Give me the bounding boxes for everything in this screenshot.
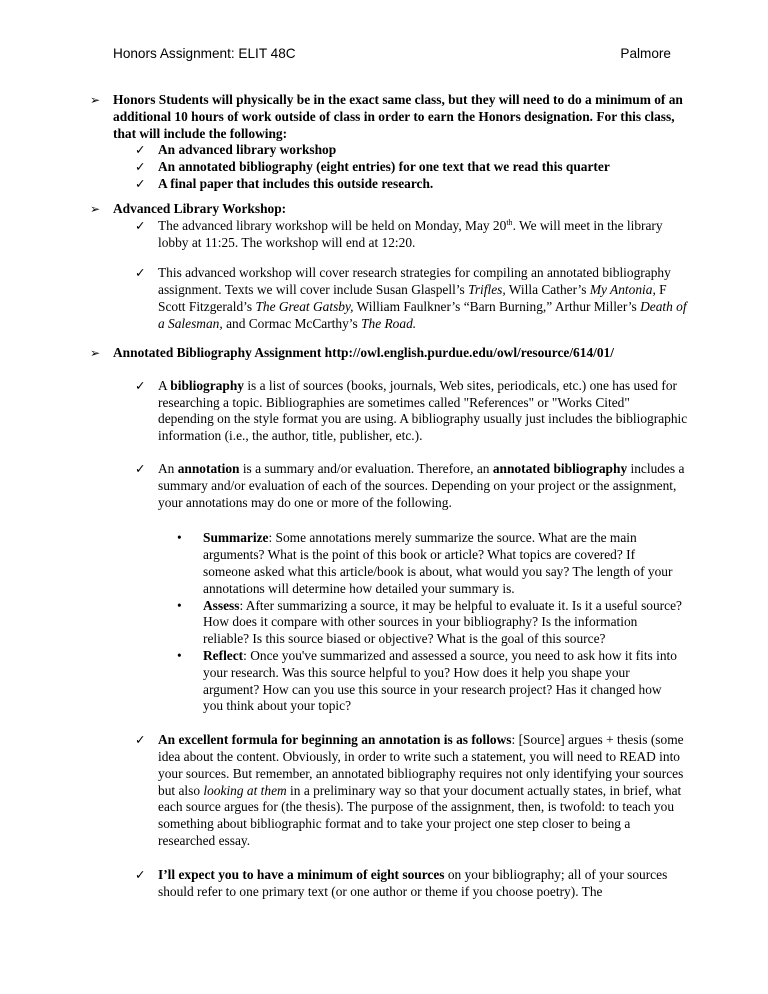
section-annotated-bibliography xyxy=(90,345,690,900)
checkmark-icon: ✓ xyxy=(135,266,146,281)
list-item xyxy=(177,530,690,597)
list-item xyxy=(135,867,690,901)
dot-bullet-icon: • xyxy=(177,647,182,663)
list-item xyxy=(135,732,690,850)
arrow-bullet-icon: ➢ xyxy=(90,93,101,107)
list-item-text: This advanced workshop will cover research strategies for compiling an annotated bibliography assignment. Texts we will cover include Susan Glaspell’s Trifles, Willa Cather’s My Antonia, F Scott Fitzgerald’s The Great Gatsby, William Faulkner’s “Barn Burning,” Arthur Miller’s Death of a Salesman, and Cormac McCarthy’s The Road. xyxy=(158,265,687,331)
list-item-text: Summarize: Some annotations merely summarize the source. What are the main arguments? What is the point of this book or article? What topics are covered? If someone asked what this article/book is about, what would you say? The length of your annotations will determine how detailed your summary is. xyxy=(203,530,673,596)
list-item-text: An annotation is a summary and/or evaluation. Therefore, an annotated bibliography includes a summary and/or evaluation of each of the sources. Depending on your project or the assignment, your annotations may do one or more of the following. xyxy=(158,460,685,510)
list-item xyxy=(135,176,690,193)
section-honors-requirements xyxy=(90,92,690,193)
arrow-bullet-icon: ➢ xyxy=(90,202,101,216)
list-item-text: An advanced library workshop xyxy=(158,142,337,158)
list-item xyxy=(135,378,690,445)
arrow-bullet-icon: ➢ xyxy=(90,346,101,360)
page-header xyxy=(113,46,671,63)
checkmark-icon: ✓ xyxy=(135,867,146,882)
section-library-workshop xyxy=(90,201,690,333)
checkmark-icon: ✓ xyxy=(135,461,146,476)
dot-bullet-icon: • xyxy=(177,597,182,613)
section-intro-text: Honors Students will physically be in the exact same class, but they will need to do a minimum of an additional 10 hours of work outside of class in order to earn the Honors designation. For this class, that will include the following: xyxy=(113,92,683,141)
checkmark-icon: ✓ xyxy=(135,176,146,191)
dot-bullet-icon: • xyxy=(177,530,182,546)
list-item-text: The advanced library workshop will be held on Monday, May 20th. We will meet in the library lobby at 11:25. The workshop will end at 12:20. xyxy=(158,217,663,250)
list-item-text: A bibliography is a list of sources (books, journals, Web sites, periodicals, etc.) one has used for researching a topic. Bibliographies are sometimes called "References" or "Works Cited" depending on the style format you are using. A bibliography usually just includes the bibliographic information (i.e., the author, title, publisher, etc.). xyxy=(158,377,688,444)
list-item xyxy=(177,648,690,715)
checkmark-icon: ✓ xyxy=(135,733,146,748)
list-item-text: Assess: After summarizing a source, it may be helpful to evaluate it. Is it a useful source? How does it compare with other sources in your bibliography? Is the information reliable? Is this source biased or objective? What is the goal of this source? xyxy=(203,597,682,647)
header-author: Palmore xyxy=(620,46,671,61)
list-item xyxy=(177,598,690,648)
checkmark-icon: ✓ xyxy=(135,378,146,393)
section-heading: Advanced Library Workshop: xyxy=(113,201,287,216)
section-heading: Annotated Bibliography Assignment http://owl.english.purdue.edu/owl/resource/614/01/ xyxy=(113,345,614,360)
list-item-text: An annotated bibliography (eight entries) for one text that we read this quarter xyxy=(158,159,610,175)
list-item-text: A final paper that includes this outside research. xyxy=(158,175,434,191)
list-item xyxy=(135,159,690,176)
checkmark-icon: ✓ xyxy=(135,143,146,158)
list-item xyxy=(135,218,690,252)
list-item xyxy=(135,461,690,511)
list-item-text: An excellent formula for beginning an annotation is as follows: [Source] argues + thesis (some idea about the content. Obviously, in order to write such a statement, you will need to READ into your sources. But remember, an annotated bibliography requires not only identifying your sources but also looking at them in a preliminary way so that your document actually states, in brief, what each source argues for (the thesis). The purpose of the assignment, then, is twofold: to teach you something about bibliographic format and to take your project one step closer to being a researched essay. xyxy=(158,732,684,848)
list-item xyxy=(135,265,690,332)
header-course-title: Honors Assignment: ELIT 48C xyxy=(113,46,296,61)
checkmark-icon: ✓ xyxy=(135,218,146,233)
list-item-text: Reflect: Once you've summarized and assessed a source, you need to ask how it fits into your research. Was this source helpful to you? How does it help you shape your argument? How can you use this source in your research project? Has it changed how you think about your topic? xyxy=(203,647,677,714)
checkmark-icon: ✓ xyxy=(135,160,146,175)
list-item-text: I’ll expect you to have a minimum of eight sources on your bibliography; all of your sources should refer to one primary text (or one author or theme if you choose poetry). The xyxy=(158,866,668,899)
list-item xyxy=(135,142,690,159)
